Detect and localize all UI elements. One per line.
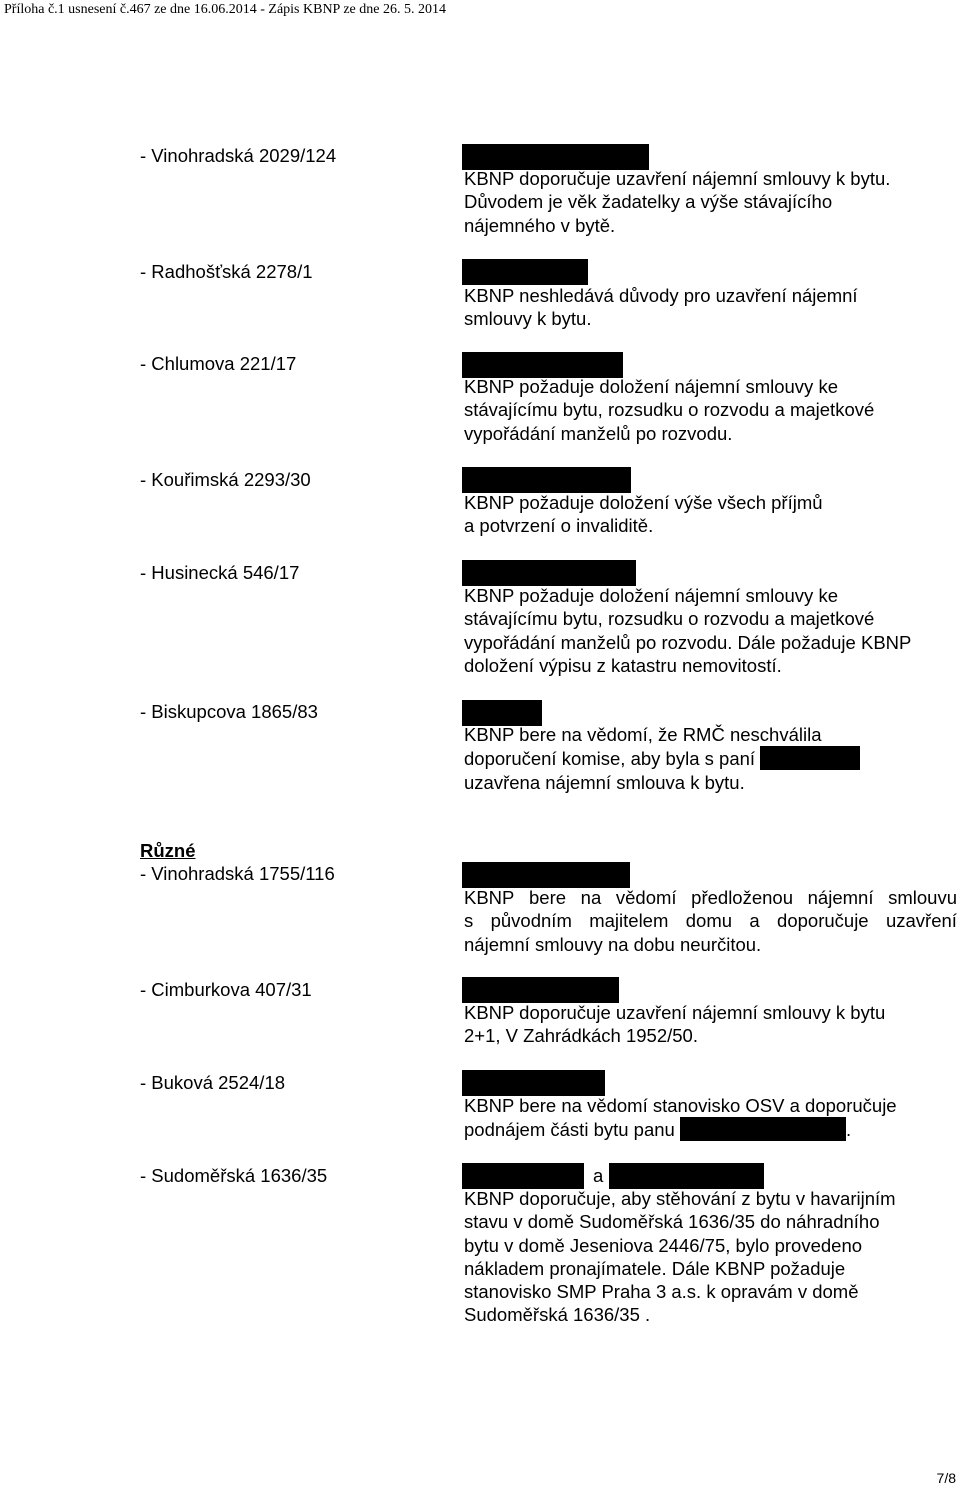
text-line: KBNP neshledává důvody pro uzavření nájemní [464,285,858,306]
text-fragment: doporučení komise, aby byla s paní [464,748,756,770]
page-number: 7/8 [936,1470,956,1486]
redacted-name [462,1070,605,1096]
text-fragment: podnájem části bytu panu [464,1119,675,1141]
redacted-name [680,1117,846,1141]
word: a [749,910,760,932]
text-line: vypořádání manželů po rozvodu. Dále požaduje KBNP [464,631,912,653]
text-line: nájemného v bytě. [464,214,616,236]
word: nájemní [807,887,874,908]
item-text [464,375,874,445]
text-line: KBNP požaduje doložení nájemní smlouvy ke [464,376,838,397]
address-label: - Cimburkova 407/31 [140,979,312,1000]
word: smlouvu [888,887,957,908]
address-label: - Kouřimská 2293/30 [140,469,311,490]
text-line: KBNP bere na vědomí, že RMČ neschválila [464,724,822,745]
word: bere [529,887,567,908]
item-text [464,284,858,331]
text-line [464,746,860,770]
text-line: Sudoměřská 1636/35 . [464,1304,651,1326]
text-line [464,886,957,909]
text-line [464,1117,897,1141]
redacted-name [462,259,588,285]
document-header: Příloha č.1 usnesení č.467 ze dne 16.06.2014 - Zápis KBNP ze dne 26. 5. 2014 [4,2,446,17]
item-text [464,1001,885,1048]
text-line: stavu v domě Sudoměřská 1636/35 do náhradního [464,1211,880,1233]
text-line: KBNP požaduje doložení nájemní smlouvy ke [464,585,838,606]
redacted-name [462,1163,584,1189]
item-text [464,886,957,956]
word: domu [685,910,733,932]
word: předloženou [691,887,794,908]
text-line: nájemní smlouvy na dobu neurčitou. [464,933,762,955]
text-line: 2+1, V Zahrádkách 1952/50. [464,1025,698,1047]
item-text [464,723,860,794]
word: na [580,887,602,908]
address-label: - Buková 2524/18 [140,1072,286,1093]
address-label: - Biskupcova 1865/83 [140,701,318,722]
redacted-name [462,560,636,586]
address-label: - Vinohradská 1755/116 [140,863,335,884]
text-line: KBNP doporučuje uzavření nájemní smlouvy k bytu. [464,168,891,189]
word: majitelem [589,910,669,932]
item-text [464,167,890,237]
redacted-name [760,746,860,770]
redacted-name [462,977,619,1003]
word: vědomí [615,887,677,908]
text-line: KBNP doporučuje uzavření nájemní smlouvy k bytu [464,1002,886,1023]
text-fragment: . [845,1119,852,1141]
word: s [464,910,474,932]
text-line: uzavřena nájemní smlouva k bytu. [464,771,745,793]
item-text [464,1094,897,1142]
text-line: KBNP požaduje doložení výše všech příjmů [464,492,823,513]
word: původním [490,910,572,932]
connector-text: a [593,1165,604,1186]
text-line: a potvrzení o invaliditě. [464,515,654,537]
text-line: KBNP doporučuje, aby stěhování z bytu v havarijním [464,1188,896,1209]
text-line: smlouvy k bytu. [464,308,592,330]
redacted-name [609,1163,764,1189]
item-text [464,491,823,538]
redacted-name [462,862,630,888]
address-label: - Husinecká 546/17 [140,562,300,583]
word: doporučuje [777,910,869,932]
text-line: stávajícímu bytu, rozsudku o rozvodu a majetkové [464,399,875,421]
address-label: - Sudoměřská 1636/35 [140,1165,328,1186]
text-line: stávajícímu bytu, rozsudku o rozvodu a majetkové [464,608,875,630]
text-line: Důvodem je věk žadatelky a výše stávajícího [464,191,833,213]
redacted-name [462,467,631,493]
text-line: stanovisko SMP Praha 3 a.s. k opravám v domě [464,1281,859,1303]
text-line: vypořádání manželů po rozvodu. [464,422,733,444]
address-label: - Chlumova 221/17 [140,353,297,374]
item-text [464,1187,896,1327]
item-text [464,584,911,677]
section-title: Různé [140,840,196,861]
text-line: nákladem pronajímatele. Dále KBNP požaduje [464,1257,846,1279]
word: uzavření [885,910,957,932]
address-label: - Radhošťská 2278/1 [140,261,313,282]
text-line: bytu v domě Jeseniova 2446/75, bylo provedeno [464,1234,863,1256]
text-line: KBNP bere na vědomí stanovisko OSV a doporučuje [464,1095,897,1116]
text-line [464,909,957,932]
word: KBNP [464,887,515,908]
text-line: doložení výpisu z katastru nemovitostí. [464,654,782,676]
address-label: - Vinohradská 2029/124 [140,145,337,166]
